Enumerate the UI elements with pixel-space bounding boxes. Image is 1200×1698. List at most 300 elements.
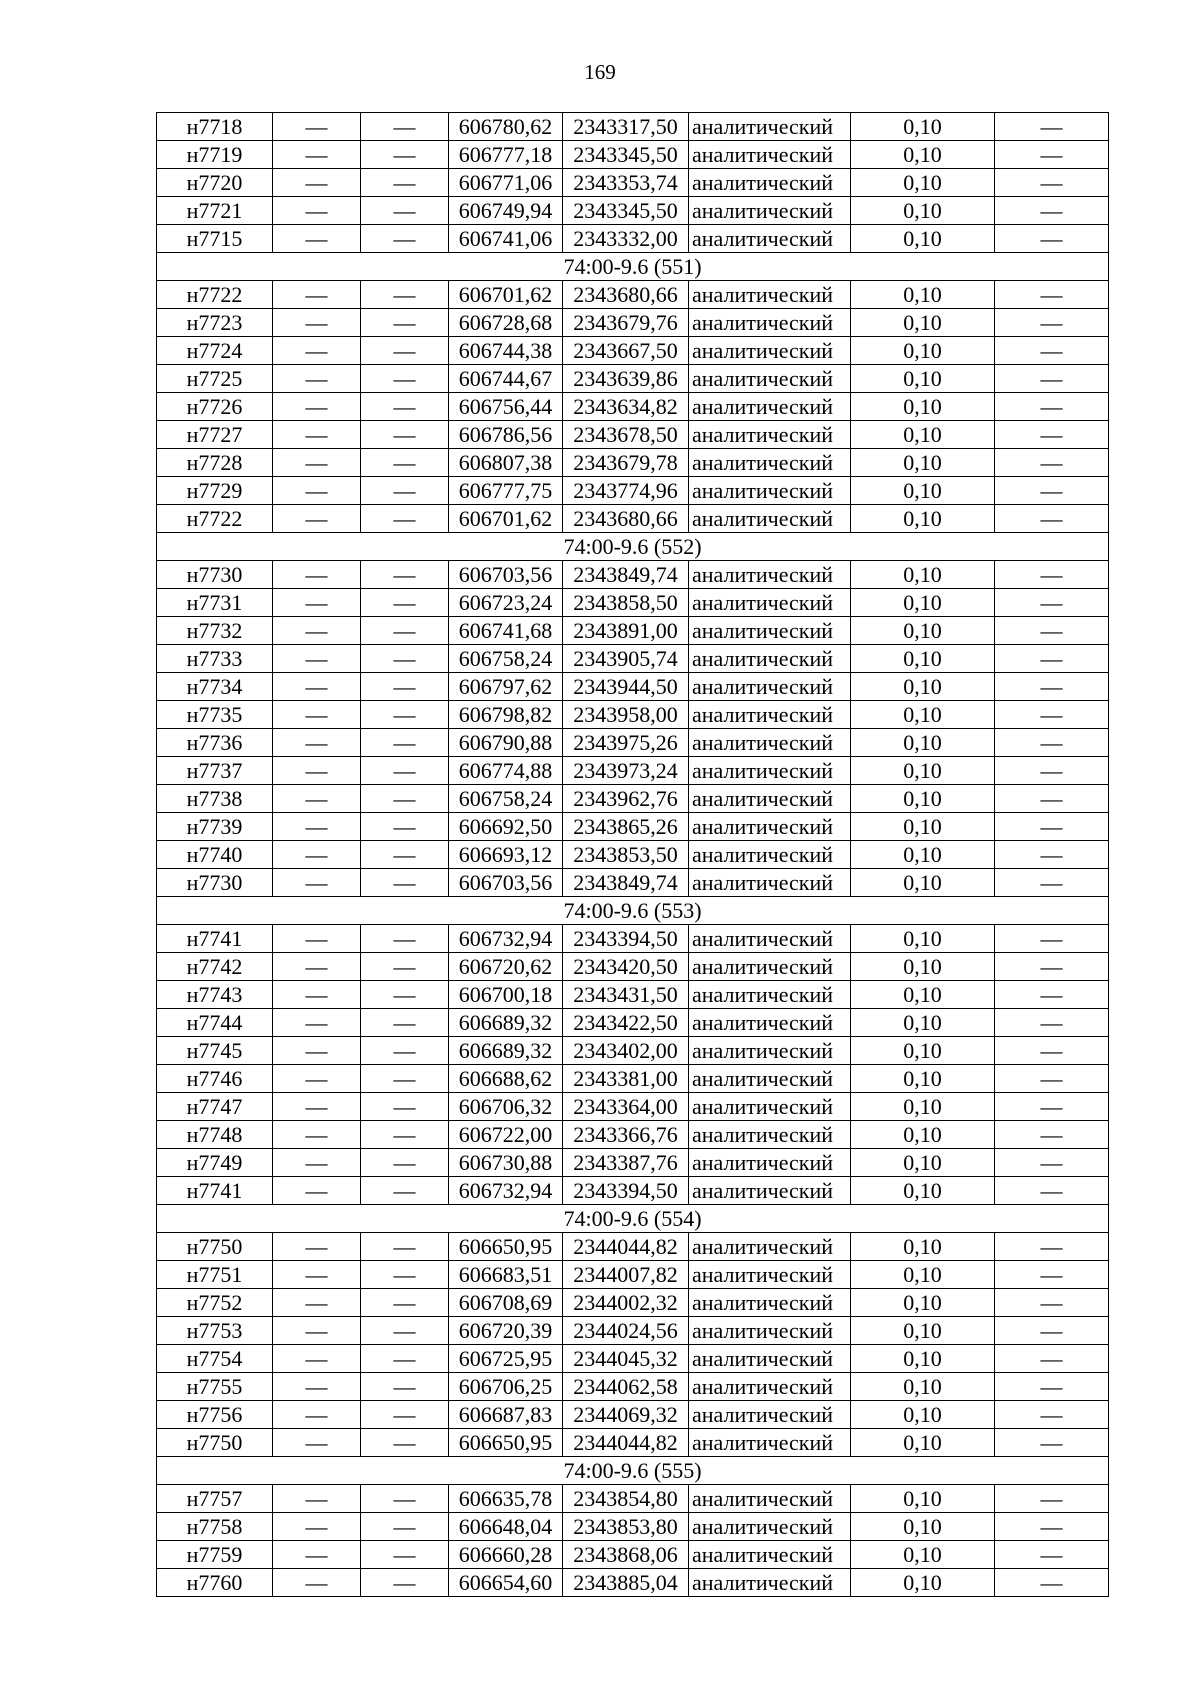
y-coordinate-cell: 2343975,26	[563, 729, 689, 757]
group-header-row	[157, 897, 1109, 925]
blank-cell-b: —	[361, 925, 449, 953]
table-row	[157, 785, 1109, 813]
y-coordinate-cell: 2343958,00	[563, 701, 689, 729]
point-id-cell: н7732	[157, 617, 273, 645]
blank-cell-a: —	[273, 337, 361, 365]
point-id-cell: н7752	[157, 1289, 273, 1317]
blank-cell-b: —	[361, 365, 449, 393]
y-coordinate-cell: 2343849,74	[563, 561, 689, 589]
accuracy-cell: 0,10	[851, 953, 995, 981]
point-id-cell: н7743	[157, 981, 273, 1009]
x-coordinate-cell: 606771,06	[449, 169, 563, 197]
blank-cell-a: —	[273, 1569, 361, 1597]
x-coordinate-cell: 606774,88	[449, 757, 563, 785]
blank-cell-b: —	[361, 701, 449, 729]
accuracy-cell: 0,10	[851, 841, 995, 869]
accuracy-cell: 0,10	[851, 925, 995, 953]
accuracy-cell: 0,10	[851, 617, 995, 645]
blank-cell-b: —	[361, 953, 449, 981]
point-id-cell: н7753	[157, 1317, 273, 1345]
table-row	[157, 1345, 1109, 1373]
method-cell: аналитический	[689, 785, 851, 813]
blank-cell-c: —	[995, 953, 1109, 981]
point-id-cell: н7758	[157, 1513, 273, 1541]
table-row	[157, 1485, 1109, 1513]
blank-cell-a: —	[273, 813, 361, 841]
method-cell: аналитический	[689, 197, 851, 225]
blank-cell-b: —	[361, 505, 449, 533]
table-row	[157, 673, 1109, 701]
point-id-cell: н7737	[157, 757, 273, 785]
blank-cell-c: —	[995, 1289, 1109, 1317]
table-row	[157, 981, 1109, 1009]
method-cell: аналитический	[689, 1261, 851, 1289]
y-coordinate-cell: 2343422,50	[563, 1009, 689, 1037]
accuracy-cell: 0,10	[851, 981, 995, 1009]
y-coordinate-cell: 2343858,50	[563, 589, 689, 617]
blank-cell-b: —	[361, 1121, 449, 1149]
x-coordinate-cell: 606780,62	[449, 113, 563, 141]
accuracy-cell: 0,10	[851, 225, 995, 253]
blank-cell-c: —	[995, 1485, 1109, 1513]
blank-cell-c: —	[995, 729, 1109, 757]
group-label: 74:00-9.6 (554)	[157, 1205, 1109, 1233]
point-id-cell: н7741	[157, 1177, 273, 1205]
accuracy-cell: 0,10	[851, 1345, 995, 1373]
method-cell: аналитический	[689, 1373, 851, 1401]
table-row	[157, 141, 1109, 169]
point-id-cell: н7724	[157, 337, 273, 365]
y-coordinate-cell: 2344007,82	[563, 1261, 689, 1289]
blank-cell-c: —	[995, 337, 1109, 365]
x-coordinate-cell: 606689,32	[449, 1009, 563, 1037]
blank-cell-c: —	[995, 785, 1109, 813]
y-coordinate-cell: 2343667,50	[563, 337, 689, 365]
blank-cell-c: —	[995, 1093, 1109, 1121]
method-cell: аналитический	[689, 1485, 851, 1513]
point-id-cell: н7738	[157, 785, 273, 813]
method-cell: аналитический	[689, 1037, 851, 1065]
point-id-cell: н7725	[157, 365, 273, 393]
x-coordinate-cell: 606790,88	[449, 729, 563, 757]
blank-cell-a: —	[273, 1401, 361, 1429]
accuracy-cell: 0,10	[851, 1513, 995, 1541]
y-coordinate-cell: 2343639,86	[563, 365, 689, 393]
blank-cell-a: —	[273, 169, 361, 197]
blank-cell-c: —	[995, 841, 1109, 869]
y-coordinate-cell: 2343849,74	[563, 869, 689, 897]
y-coordinate-cell: 2343394,50	[563, 1177, 689, 1205]
group-label: 74:00-9.6 (551)	[157, 253, 1109, 281]
accuracy-cell: 0,10	[851, 1177, 995, 1205]
accuracy-cell: 0,10	[851, 309, 995, 337]
point-id-cell: н7754	[157, 1345, 273, 1373]
x-coordinate-cell: 606706,32	[449, 1093, 563, 1121]
y-coordinate-cell: 2343381,00	[563, 1065, 689, 1093]
blank-cell-c: —	[995, 813, 1109, 841]
blank-cell-b: —	[361, 981, 449, 1009]
x-coordinate-cell: 606777,75	[449, 477, 563, 505]
blank-cell-c: —	[995, 1261, 1109, 1289]
table-row	[157, 449, 1109, 477]
y-coordinate-cell: 2343317,50	[563, 113, 689, 141]
table-row	[157, 1121, 1109, 1149]
table-row	[157, 281, 1109, 309]
blank-cell-b: —	[361, 757, 449, 785]
blank-cell-a: —	[273, 1513, 361, 1541]
x-coordinate-cell: 606722,00	[449, 1121, 563, 1149]
table-row	[157, 1233, 1109, 1261]
blank-cell-b: —	[361, 1345, 449, 1373]
x-coordinate-cell: 606728,68	[449, 309, 563, 337]
blank-cell-b: —	[361, 1233, 449, 1261]
table-row	[157, 729, 1109, 757]
y-coordinate-cell: 2343891,00	[563, 617, 689, 645]
table-row	[157, 925, 1109, 953]
method-cell: аналитический	[689, 449, 851, 477]
blank-cell-b: —	[361, 1037, 449, 1065]
point-id-cell: н7729	[157, 477, 273, 505]
blank-cell-c: —	[995, 1429, 1109, 1457]
blank-cell-b: —	[361, 869, 449, 897]
x-coordinate-cell: 606650,95	[449, 1233, 563, 1261]
y-coordinate-cell: 2344002,32	[563, 1289, 689, 1317]
x-coordinate-cell: 606786,56	[449, 421, 563, 449]
method-cell: аналитический	[689, 1429, 851, 1457]
method-cell: аналитический	[689, 869, 851, 897]
x-coordinate-cell: 606744,67	[449, 365, 563, 393]
y-coordinate-cell: 2343680,66	[563, 505, 689, 533]
y-coordinate-cell: 2343962,76	[563, 785, 689, 813]
point-id-cell: н7740	[157, 841, 273, 869]
blank-cell-a: —	[273, 1065, 361, 1093]
accuracy-cell: 0,10	[851, 1485, 995, 1513]
x-coordinate-cell: 606693,12	[449, 841, 563, 869]
x-coordinate-cell: 606797,62	[449, 673, 563, 701]
blank-cell-b: —	[361, 1373, 449, 1401]
blank-cell-a: —	[273, 365, 361, 393]
blank-cell-a: —	[273, 309, 361, 337]
blank-cell-c: —	[995, 1037, 1109, 1065]
blank-cell-a: —	[273, 869, 361, 897]
blank-cell-c: —	[995, 673, 1109, 701]
blank-cell-b: —	[361, 1541, 449, 1569]
blank-cell-b: —	[361, 617, 449, 645]
point-id-cell: н7741	[157, 925, 273, 953]
x-coordinate-cell: 606732,94	[449, 1177, 563, 1205]
table-row	[157, 505, 1109, 533]
blank-cell-b: —	[361, 589, 449, 617]
point-id-cell: н7721	[157, 197, 273, 225]
accuracy-cell: 0,10	[851, 1121, 995, 1149]
table-row	[157, 1149, 1109, 1177]
accuracy-cell: 0,10	[851, 141, 995, 169]
blank-cell-a: —	[273, 477, 361, 505]
group-header-row	[157, 1205, 1109, 1233]
method-cell: аналитический	[689, 813, 851, 841]
point-id-cell: н7731	[157, 589, 273, 617]
y-coordinate-cell: 2343364,00	[563, 1093, 689, 1121]
table-row	[157, 645, 1109, 673]
method-cell: аналитический	[689, 365, 851, 393]
x-coordinate-cell: 606650,95	[449, 1429, 563, 1457]
group-label: 74:00-9.6 (552)	[157, 533, 1109, 561]
blank-cell-b: —	[361, 1429, 449, 1457]
blank-cell-c: —	[995, 1541, 1109, 1569]
table-row	[157, 225, 1109, 253]
table-row	[157, 1261, 1109, 1289]
method-cell: аналитический	[689, 1233, 851, 1261]
accuracy-cell: 0,10	[851, 281, 995, 309]
x-coordinate-cell: 606701,62	[449, 505, 563, 533]
blank-cell-b: —	[361, 813, 449, 841]
blank-cell-a: —	[273, 113, 361, 141]
point-id-cell: н7715	[157, 225, 273, 253]
blank-cell-a: —	[273, 1037, 361, 1065]
blank-cell-a: —	[273, 729, 361, 757]
blank-cell-c: —	[995, 925, 1109, 953]
point-id-cell: н7755	[157, 1373, 273, 1401]
blank-cell-b: —	[361, 113, 449, 141]
y-coordinate-cell: 2344044,82	[563, 1429, 689, 1457]
method-cell: аналитический	[689, 589, 851, 617]
point-id-cell: н7750	[157, 1233, 273, 1261]
blank-cell-a: —	[273, 561, 361, 589]
group-header-row	[157, 533, 1109, 561]
y-coordinate-cell: 2343679,78	[563, 449, 689, 477]
blank-cell-b: —	[361, 1289, 449, 1317]
x-coordinate-cell: 606725,95	[449, 1345, 563, 1373]
table-body	[157, 113, 1109, 1597]
blank-cell-b: —	[361, 841, 449, 869]
blank-cell-a: —	[273, 785, 361, 813]
blank-cell-a: —	[273, 1233, 361, 1261]
blank-cell-b: —	[361, 449, 449, 477]
table-row	[157, 1009, 1109, 1037]
table-row	[157, 1317, 1109, 1345]
method-cell: аналитический	[689, 477, 851, 505]
point-id-cell: н7734	[157, 673, 273, 701]
y-coordinate-cell: 2343680,66	[563, 281, 689, 309]
y-coordinate-cell: 2343868,06	[563, 1541, 689, 1569]
blank-cell-c: —	[995, 1149, 1109, 1177]
blank-cell-c: —	[995, 617, 1109, 645]
blank-cell-c: —	[995, 981, 1109, 1009]
blank-cell-a: —	[273, 449, 361, 477]
x-coordinate-cell: 606720,62	[449, 953, 563, 981]
table-row	[157, 169, 1109, 197]
blank-cell-b: —	[361, 169, 449, 197]
blank-cell-a: —	[273, 953, 361, 981]
y-coordinate-cell: 2343366,76	[563, 1121, 689, 1149]
blank-cell-c: —	[995, 1401, 1109, 1429]
x-coordinate-cell: 606758,24	[449, 645, 563, 673]
accuracy-cell: 0,10	[851, 1541, 995, 1569]
blank-cell-b: —	[361, 225, 449, 253]
accuracy-cell: 0,10	[851, 729, 995, 757]
accuracy-cell: 0,10	[851, 169, 995, 197]
table-row	[157, 113, 1109, 141]
blank-cell-b: —	[361, 673, 449, 701]
method-cell: аналитический	[689, 953, 851, 981]
blank-cell-b: —	[361, 645, 449, 673]
y-coordinate-cell: 2343387,76	[563, 1149, 689, 1177]
accuracy-cell: 0,10	[851, 1261, 995, 1289]
blank-cell-b: —	[361, 197, 449, 225]
point-id-cell: н7739	[157, 813, 273, 841]
y-coordinate-cell: 2343854,80	[563, 1485, 689, 1513]
point-id-cell: н7748	[157, 1121, 273, 1149]
blank-cell-c: —	[995, 113, 1109, 141]
point-id-cell: н7727	[157, 421, 273, 449]
method-cell: аналитический	[689, 1149, 851, 1177]
y-coordinate-cell: 2343345,50	[563, 197, 689, 225]
table-row	[157, 841, 1109, 869]
method-cell: аналитический	[689, 729, 851, 757]
y-coordinate-cell: 2343774,96	[563, 477, 689, 505]
point-id-cell: н7736	[157, 729, 273, 757]
x-coordinate-cell: 606689,32	[449, 1037, 563, 1065]
x-coordinate-cell: 606756,44	[449, 393, 563, 421]
blank-cell-b: —	[361, 1149, 449, 1177]
table-row	[157, 757, 1109, 785]
blank-cell-c: —	[995, 645, 1109, 673]
blank-cell-c: —	[995, 169, 1109, 197]
blank-cell-b: —	[361, 309, 449, 337]
blank-cell-a: —	[273, 673, 361, 701]
blank-cell-a: —	[273, 757, 361, 785]
blank-cell-a: —	[273, 1345, 361, 1373]
blank-cell-c: —	[995, 393, 1109, 421]
blank-cell-c: —	[995, 589, 1109, 617]
blank-cell-c: —	[995, 561, 1109, 589]
group-label: 74:00-9.6 (553)	[157, 897, 1109, 925]
x-coordinate-cell: 606703,56	[449, 561, 563, 589]
table-row	[157, 1177, 1109, 1205]
accuracy-cell: 0,10	[851, 1149, 995, 1177]
x-coordinate-cell: 606701,62	[449, 281, 563, 309]
x-coordinate-cell: 606706,25	[449, 1373, 563, 1401]
blank-cell-b: —	[361, 393, 449, 421]
blank-cell-a: —	[273, 1485, 361, 1513]
accuracy-cell: 0,10	[851, 1317, 995, 1345]
x-coordinate-cell: 606749,94	[449, 197, 563, 225]
blank-cell-c: —	[995, 1009, 1109, 1037]
y-coordinate-cell: 2343394,50	[563, 925, 689, 953]
accuracy-cell: 0,10	[851, 393, 995, 421]
blank-cell-a: —	[273, 925, 361, 953]
table-row	[157, 309, 1109, 337]
blank-cell-a: —	[273, 393, 361, 421]
table-row	[157, 365, 1109, 393]
method-cell: аналитический	[689, 309, 851, 337]
point-id-cell: н7730	[157, 561, 273, 589]
blank-cell-a: —	[273, 1541, 361, 1569]
blank-cell-b: —	[361, 1513, 449, 1541]
x-coordinate-cell: 606758,24	[449, 785, 563, 813]
blank-cell-b: —	[361, 421, 449, 449]
method-cell: аналитический	[689, 505, 851, 533]
blank-cell-c: —	[995, 1345, 1109, 1373]
point-id-cell: н7749	[157, 1149, 273, 1177]
table-row	[157, 1037, 1109, 1065]
method-cell: аналитический	[689, 1345, 851, 1373]
x-coordinate-cell: 606732,94	[449, 925, 563, 953]
x-coordinate-cell: 606708,69	[449, 1289, 563, 1317]
y-coordinate-cell: 2343332,00	[563, 225, 689, 253]
blank-cell-c: —	[995, 869, 1109, 897]
blank-cell-a: —	[273, 421, 361, 449]
point-id-cell: н7722	[157, 281, 273, 309]
blank-cell-c: —	[995, 1373, 1109, 1401]
blank-cell-a: —	[273, 225, 361, 253]
accuracy-cell: 0,10	[851, 365, 995, 393]
blank-cell-c: —	[995, 141, 1109, 169]
method-cell: аналитический	[689, 1401, 851, 1429]
point-id-cell: н7722	[157, 505, 273, 533]
blank-cell-b: —	[361, 1093, 449, 1121]
y-coordinate-cell: 2343973,24	[563, 757, 689, 785]
blank-cell-a: —	[273, 645, 361, 673]
method-cell: аналитический	[689, 225, 851, 253]
method-cell: аналитический	[689, 701, 851, 729]
x-coordinate-cell: 606635,78	[449, 1485, 563, 1513]
method-cell: аналитический	[689, 645, 851, 673]
x-coordinate-cell: 606660,28	[449, 1541, 563, 1569]
point-id-cell: н7723	[157, 309, 273, 337]
accuracy-cell: 0,10	[851, 1289, 995, 1317]
method-cell: аналитический	[689, 1177, 851, 1205]
point-id-cell: н7733	[157, 645, 273, 673]
y-coordinate-cell: 2343679,76	[563, 309, 689, 337]
x-coordinate-cell: 606798,82	[449, 701, 563, 729]
point-id-cell: н7735	[157, 701, 273, 729]
blank-cell-c: —	[995, 757, 1109, 785]
table-row	[157, 1513, 1109, 1541]
y-coordinate-cell: 2344024,56	[563, 1317, 689, 1345]
table-row	[157, 421, 1109, 449]
blank-cell-a: —	[273, 281, 361, 309]
blank-cell-b: —	[361, 477, 449, 505]
accuracy-cell: 0,10	[851, 1065, 995, 1093]
x-coordinate-cell: 606730,88	[449, 1149, 563, 1177]
blank-cell-a: —	[273, 589, 361, 617]
blank-cell-b: —	[361, 785, 449, 813]
point-id-cell: н7718	[157, 113, 273, 141]
y-coordinate-cell: 2343905,74	[563, 645, 689, 673]
accuracy-cell: 0,10	[851, 197, 995, 225]
group-header-row	[157, 1457, 1109, 1485]
y-coordinate-cell: 2343853,50	[563, 841, 689, 869]
table-row	[157, 1541, 1109, 1569]
point-id-cell: н7760	[157, 1569, 273, 1597]
point-id-cell: н7742	[157, 953, 273, 981]
accuracy-cell: 0,10	[851, 701, 995, 729]
point-id-cell: н7720	[157, 169, 273, 197]
blank-cell-a: —	[273, 981, 361, 1009]
blank-cell-a: —	[273, 1121, 361, 1149]
blank-cell-c: —	[995, 1317, 1109, 1345]
blank-cell-c: —	[995, 365, 1109, 393]
y-coordinate-cell: 2344062,58	[563, 1373, 689, 1401]
blank-cell-a: —	[273, 841, 361, 869]
blank-cell-c: —	[995, 449, 1109, 477]
blank-cell-b: —	[361, 1485, 449, 1513]
blank-cell-a: —	[273, 1093, 361, 1121]
blank-cell-b: —	[361, 141, 449, 169]
method-cell: аналитический	[689, 1093, 851, 1121]
table-row	[157, 869, 1109, 897]
